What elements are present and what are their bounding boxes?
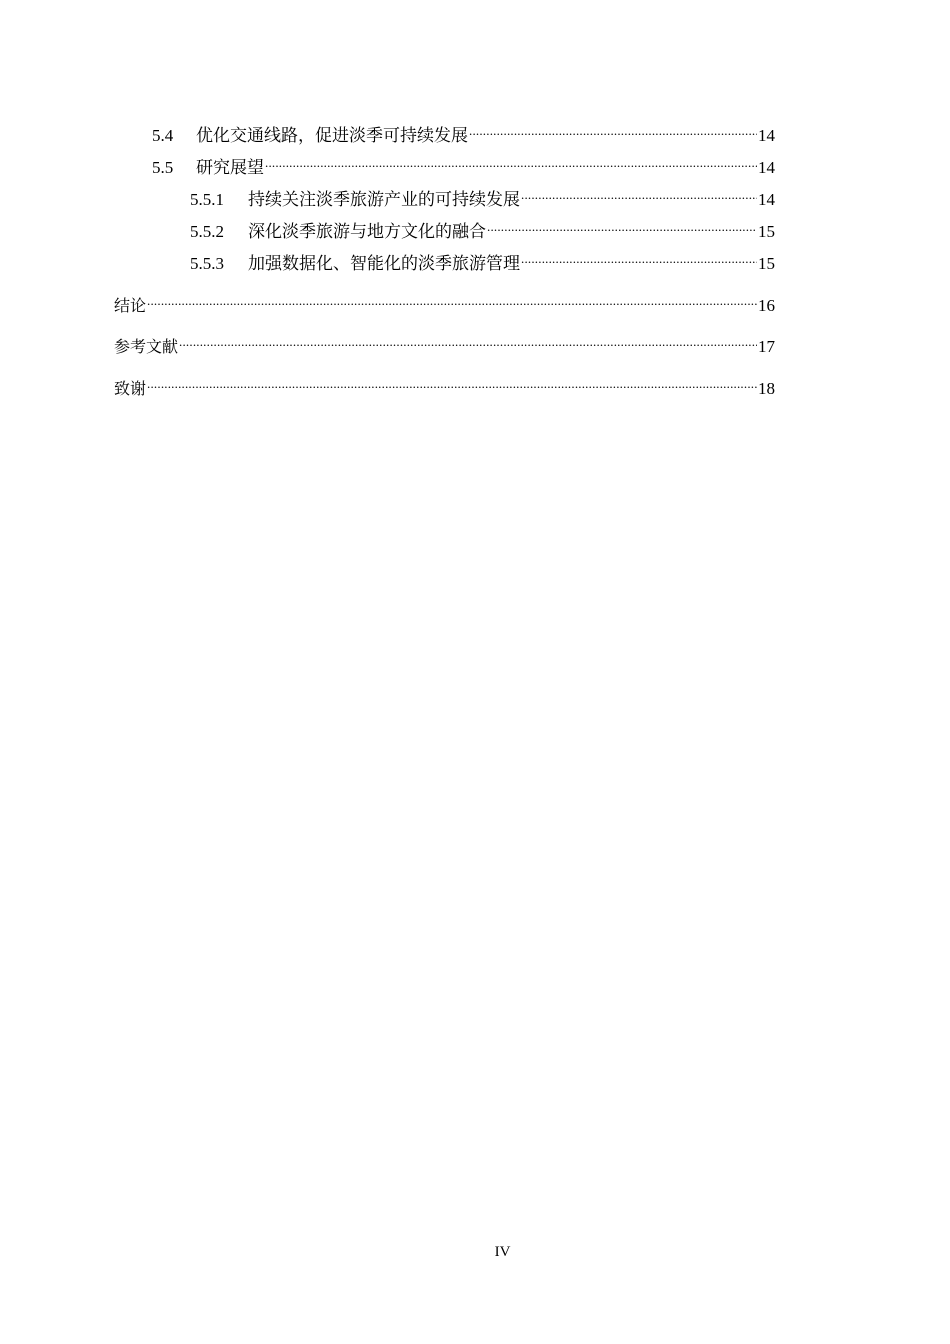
toc-entry-number: 5.4 [152,126,174,145]
toc-entry-number: 5.5.2 [190,222,224,241]
toc-entry-page: 14 [758,190,775,209]
toc-entry-5-5-2[interactable] [190,215,775,243]
toc-entry-title: 持续关注淡季旅游产业的可持续发展 [248,190,520,209]
toc-entry-page: 14 [758,158,775,177]
toc-entry-title: 参考文献 [114,337,179,356]
page-number: IV [494,1244,511,1260]
toc-entry-5-4[interactable] [152,119,775,147]
toc-entry-references[interactable] [114,330,775,358]
toc-entry-title: 结论 [114,296,147,315]
toc-entry-page: 16 [758,296,775,315]
toc-entry-page: 14 [758,126,775,145]
toc-entry-5-5-1[interactable] [190,183,775,211]
dot-leader [521,247,757,269]
toc-entry-number: 5.5.3 [190,254,224,273]
toc-entry-title: 加强数据化、智能化的淡季旅游管理 [248,254,520,273]
toc-entry-title: 研究展望 [196,158,264,177]
toc-entry-title: 深化淡季旅游与地方文化的融合 [248,222,486,241]
toc-entry-page: 15 [758,222,775,241]
toc-entry-title: 优化交通线路，促进淡季可持续发展 [196,126,468,145]
toc-entry-title: 致谢 [114,379,147,398]
dot-leader [487,215,757,237]
dot-leader [147,289,757,311]
dot-leader [469,119,757,141]
dot-leader [521,183,757,205]
toc-entry-page: 18 [758,379,775,398]
toc-entry-number: 5.5 [152,158,174,177]
toc-entry-acknowledgements[interactable] [114,372,775,400]
dot-leader [179,330,757,352]
toc-entry-5-5-3[interactable] [190,247,775,275]
toc-entry-conclusion[interactable] [114,289,775,317]
toc-entry-number: 5.5.1 [190,190,224,209]
toc-entry-page: 17 [758,337,775,356]
toc-entry-page: 15 [758,254,775,273]
dot-leader [147,372,757,394]
dot-leader [265,151,757,173]
toc-entry-5-5[interactable] [152,151,775,179]
